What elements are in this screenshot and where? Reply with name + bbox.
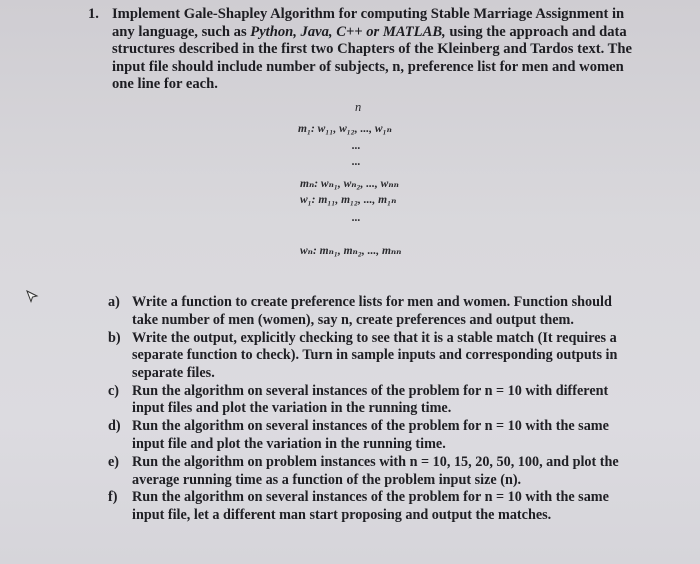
task-label: d)	[108, 418, 121, 435]
language-list: Python, Java, C++ or MATLAB,	[250, 23, 446, 40]
task-item	[108, 489, 628, 524]
task-label: c)	[108, 382, 120, 399]
format-n: n	[355, 100, 362, 114]
question-intro: Implement Gale-Shapley Algorithm for computing Stable Marriage Assignment in any language, such as	[112, 6, 625, 40]
task-list	[108, 294, 628, 525]
question-number: 1.	[88, 6, 99, 22]
format-dots-1: ...	[352, 140, 361, 152]
task-text: Run the algorithm on problem instances with n = 10, 15, 20, 50, 100, and plot the average running time as a function of the problem input size (n).	[132, 453, 619, 488]
task-item	[108, 418, 628, 453]
mouse-cursor-icon	[25, 289, 39, 303]
question-body	[88, 6, 648, 94]
task-item	[108, 294, 628, 329]
task-label: f)	[108, 489, 118, 506]
format-m1-line: m₁: w₁₁, w₁₂, ..., w₁ₙ	[298, 123, 392, 135]
task-item	[108, 454, 628, 489]
task-text: Run the algorithm on several instances of the problem for n = 10 with different input files and plot the variation in the running time.	[132, 382, 609, 417]
task-label: a)	[108, 294, 120, 310]
question-rest: using the approach and data structures described in the first two Chapters of the Kleinberg and Tardos text. The input file should include number of subjects, n, preference list for men and women one line for each.	[112, 23, 632, 93]
task-label: e)	[108, 453, 120, 470]
format-mn-line: mₙ: wₙ₁, wₙ₂, ..., wₙₙ	[300, 178, 399, 190]
task-label: b)	[108, 329, 121, 346]
format-wn-line: wₙ: mₙ₁, mₙ₂, ..., mₙₙ	[300, 245, 402, 257]
format-dots-3: ...	[352, 212, 361, 224]
format-w1-line: w₁: m₁₁, m₁₂, ..., m₁ₙ	[300, 194, 397, 206]
format-dots-2: ...	[352, 156, 361, 168]
question-statement	[88, 6, 648, 94]
task-text: Write the output, explicitly checking to see that it is a stable match (It requires a separate function to check). Turn in sample inputs and corresponding outputs in separate files.	[132, 329, 618, 381]
task-item	[108, 383, 628, 418]
task-text: Write a function to create preference lists for men and women. Function should take number of men (women), say n, create preferences and output them.	[132, 294, 612, 328]
task-item	[108, 330, 628, 383]
task-text: Run the algorithm on several instances of the problem for n = 10 with the same input file, let a different man start proposing and output the matches.	[132, 489, 609, 524]
task-text: Run the algorithm on several instances of the problem for n = 10 with the same input file and plot the variation in the running time.	[132, 418, 609, 452]
